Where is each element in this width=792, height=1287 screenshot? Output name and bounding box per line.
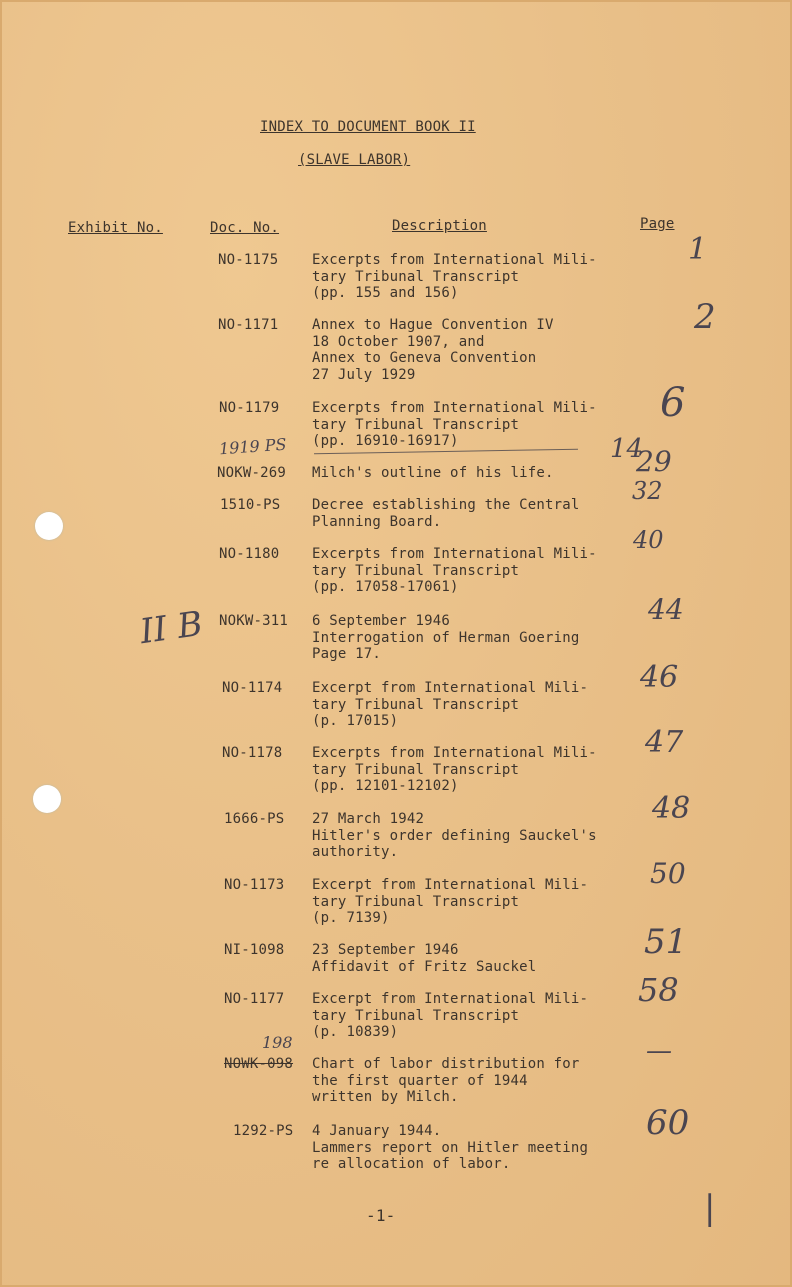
document-subtitle-text: (SLAVE LABOR) [298,152,411,168]
doc-number: 1666-PS [224,811,285,827]
annotation-1919ps: 1919 PS [218,434,288,459]
doc-number: NOKW-311 [219,613,289,629]
page-number: 1 [688,232,708,267]
page-number: — [646,1036,672,1066]
doc-number: 1510-PS [220,497,281,513]
doc-description: 27 March 1942 Hitler's order defining Sauckel's authority. [312,811,597,860]
column-header-exhibit: Exhibit No. [68,220,163,236]
page-number: 48 [652,791,691,826]
annotation-exhibit-iib: II B [137,603,206,653]
doc-description: 6 September 1946 Interrogation of Herman Goering Page 17. [312,613,580,662]
page-number: 40 [633,526,664,554]
doc-description: Excerpt from International Mili- tary Tribunal Transcript (p. 17015) [312,680,589,729]
page-number: 44 [648,593,684,626]
doc-number: NO-1174 [222,680,283,696]
doc-number: NO-1179 [219,400,280,416]
doc-description: Decree establishing the Central Planning Board. [312,497,580,530]
doc-number: NO-1177 [224,991,285,1007]
doc-description: Annex to Hague Convention IV 18 October 1907, and Annex to Geneva Convention 27 July 1929 [312,317,554,383]
page-number: 60 [646,1103,690,1143]
doc-description: Milch's outline of his life. [312,465,554,481]
doc-number: NOKW-269 [217,465,287,481]
page-number: 50 [650,857,686,890]
page-number: 2 [694,297,716,337]
doc-number: NO-1171 [218,317,279,333]
punch-hole-top [35,512,63,540]
doc-description: 23 September 1946 Affidavit of Fritz Sauckel [312,942,537,975]
page-number: 6 [660,380,686,426]
annotation-198: 198 [262,1033,293,1052]
doc-number: NOWK-098 [224,1056,294,1072]
annotation-page-14: 14 [610,434,644,464]
page-number: 58 [638,971,679,1009]
doc-description: Chart of labor distribution for the first quarter of 1944 written by Milch. [312,1056,580,1105]
document-title: INDEX TO DOCUMENT BOOK II [260,119,476,135]
column-header-page: Page [640,216,675,232]
margin-mark: | [704,1188,716,1228]
doc-description: Excerpts from International Mili- tary Tribunal Transcript (pp. 17058-17061) [312,546,597,595]
column-header-doc: Doc. No. [210,220,280,236]
doc-description: 4 January 1944. Lammers report on Hitler meeting re allocation of labor. [312,1123,589,1172]
doc-description: Excerpt from International Mili- tary Tribunal Transcript (p. 10839) [312,991,589,1040]
page-number: 29 [636,445,672,478]
doc-number: 1292-PS [233,1123,294,1139]
doc-description: Excerpts from International Mili- tary Tribunal Transcript (pp. 16910-16917) [312,400,597,449]
punch-hole-bottom [33,785,61,813]
page-number: 46 [640,660,679,695]
page-number: 32 [632,477,663,505]
doc-description: Excerpt from International Mili- tary Tribunal Transcript (p. 7139) [312,877,589,926]
page-number: 47 [645,725,684,760]
doc-description: Excerpts from International Mili- tary Tribunal Transcript (pp. 155 and 156) [312,252,597,301]
document-subtitle [298,152,410,169]
pencil-underline [314,449,578,455]
doc-number: NO-1178 [222,745,283,761]
doc-number: NO-1175 [218,252,279,268]
doc-number: NO-1173 [224,877,285,893]
column-header-description: Description [392,218,487,234]
footer-page-number: -1- [366,1206,396,1225]
doc-number: NO-1180 [219,546,280,562]
doc-description: Excerpts from International Mili- tary Tribunal Transcript (pp. 12101-12102) [312,745,597,794]
doc-number: NI-1098 [224,942,285,958]
page-number: 51 [644,922,688,962]
